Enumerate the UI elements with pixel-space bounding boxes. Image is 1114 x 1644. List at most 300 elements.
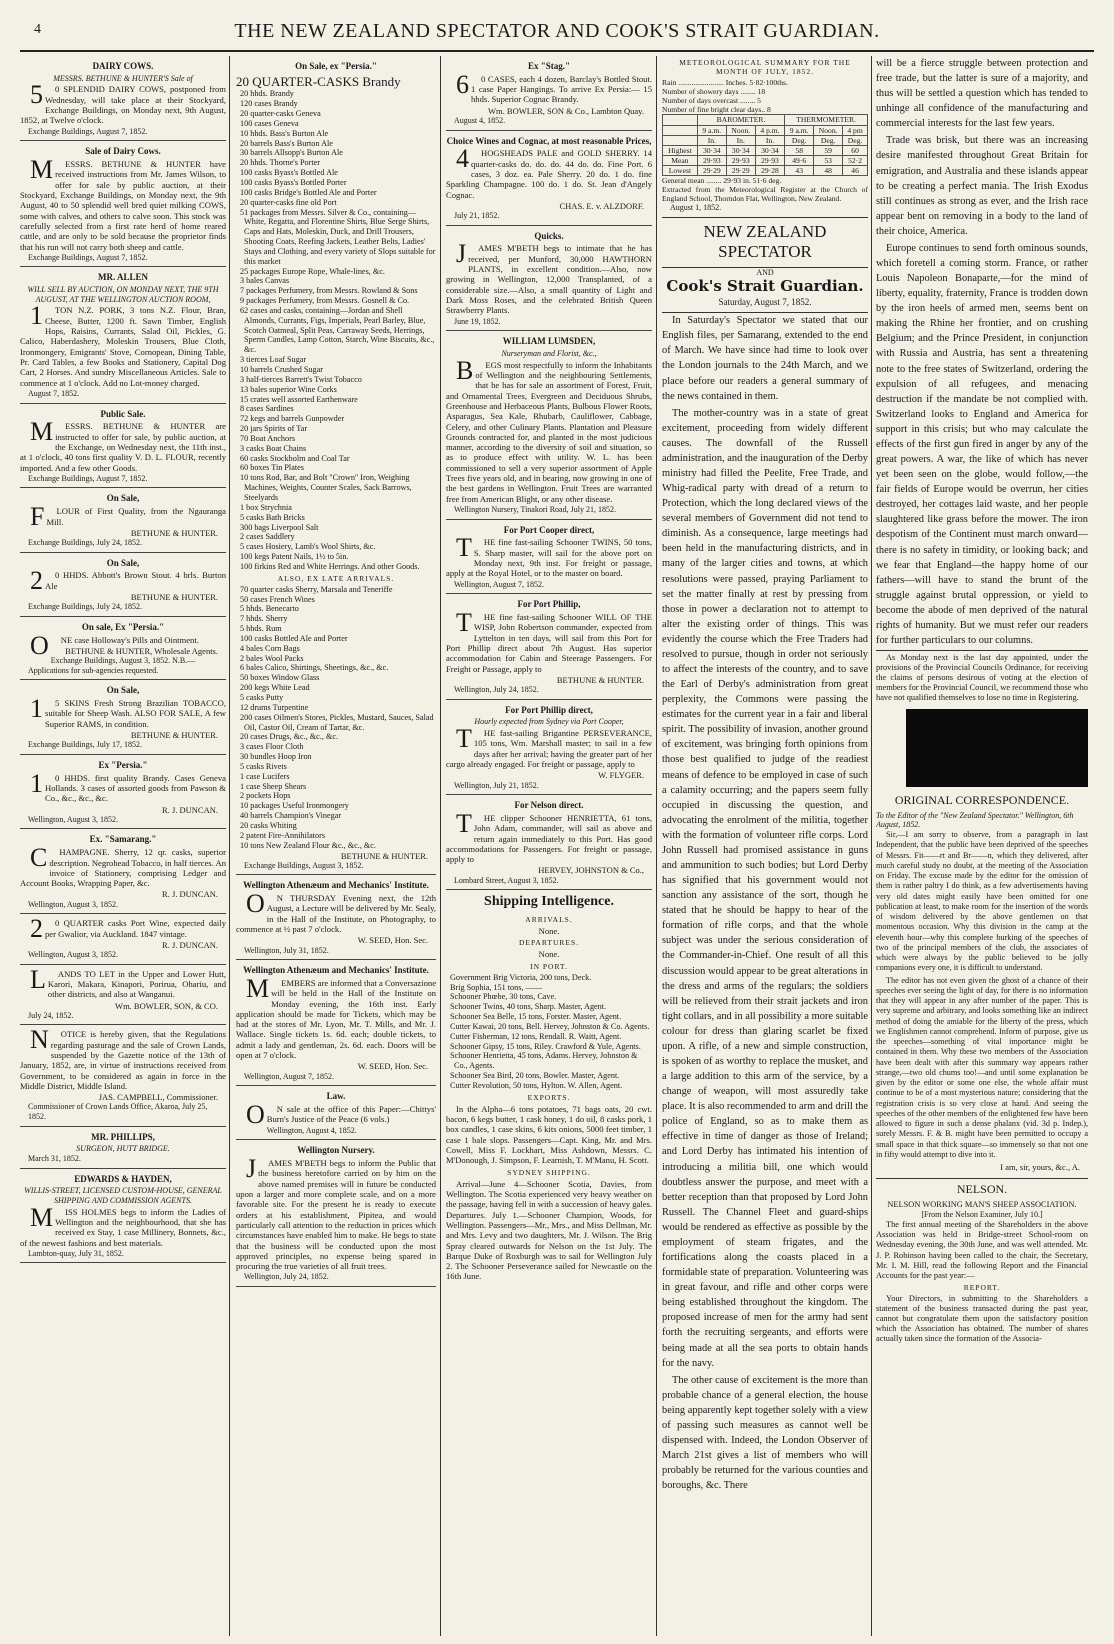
- nelson-source: [From the Nelson Examiner, July 10.]: [921, 1209, 1043, 1219]
- met-cell: [663, 135, 698, 145]
- sydney-shipping-text: Arrival—June 4—Schooner Scotia, Davies, from Wellington. The Scotia experienced very heavy weather on the passage, having fell in with a succession of heavy gales. Departures. July 1.—Schooner Champion, Woods, for Wellington. Passengers—Mr., Mrs., and Miss Dellman, Mr. and Mrs. Levy and two daughters, Mr. J. Wilson. The Brig Spray cleared outwards for Nelson on the 1st July. The Barque Duke of Roxburgh was to sail for Wellington July 2. The Schooner Perseverance sailed for Newcastle on the 16th June.: [446, 1178, 652, 1282]
- met-cell: Lowest: [663, 165, 698, 175]
- cargo-item: 20 hhds. Thorne's Porter: [240, 158, 321, 168]
- met-cell: 29·29: [697, 165, 726, 175]
- ad-signature: CHAS. E. v. ALZDORF.: [559, 200, 644, 211]
- nelson-subheading: NELSON WORKING MAN'S SHEEP ASSOCIATION.: [887, 1199, 1077, 1209]
- cargo-item: 2 cases Saddlery: [240, 532, 295, 542]
- met-general-mean: General mean ........ 29·93 in. 51·6 deg.: [662, 176, 782, 186]
- advertisement: [446, 520, 652, 595]
- met-cell: 60: [843, 145, 868, 155]
- barometer-header: BAROMETER.: [697, 115, 784, 125]
- ad-subheading: WILLIS-STREET, LICENSED CUSTOM-HOUSE, GENERAL SHIPPING AND COMMISSION AGENTS.: [24, 1186, 222, 1205]
- cargo-item: 5 casks Rivets: [240, 761, 287, 771]
- ad-date: Exchange Buildings, August 3, 1852.: [244, 860, 364, 870]
- cargo-item: 5 casks Bath Bricks: [240, 512, 305, 522]
- ad-heading: For Port Phillip direct,: [505, 704, 593, 715]
- ad-date: Wellington, August 3, 1852.: [28, 899, 119, 909]
- advertisement: [20, 404, 226, 489]
- ad-body: MISS HOLMES begs to inform the Ladies of Wellington and the neighbourhood, that she has received ex Stay, 1 case Millinery, Bonnets, &c., of the newest fashions and best materials.: [20, 1202, 226, 1248]
- ad-body: 20 HHDS. Abbott's Brown Stout. 4 brls. Burton Ale: [30, 566, 226, 596]
- column-divider: [229, 56, 230, 1636]
- advertisement: [20, 914, 226, 964]
- column-divider: [656, 56, 657, 1636]
- cargo-item: 15 crates well assorted Earthenware: [240, 394, 358, 404]
- ad-signature: Wm. BOWLER, SON & Co., Lambton Quay.: [488, 105, 644, 116]
- ad-date: Wellington, August 3, 1852.: [28, 950, 119, 960]
- met-row: [663, 145, 868, 155]
- cargo-item: 70 Boat Anchors: [240, 433, 296, 443]
- ad-heading: MR. ALLEN: [97, 272, 148, 283]
- ad-signature: W. SEED, Hon. Sec.: [357, 1061, 428, 1072]
- met-cell: 29·28: [755, 165, 784, 175]
- ad-body: LANDS TO LET in the Upper and Lower Hutt, Karori, Makara, Kinapori, Porirua, Ohariu, and other districts, and also at Wanganui.: [30, 964, 226, 1000]
- vessel-in-port: Cutter Kawai, 20 tons, Bell. Hervey, Johnston & Co. Agents.: [450, 1021, 650, 1031]
- ad-date: July 24, 1852.: [28, 1010, 74, 1020]
- cargo-item: 7 hhds. Sherry: [240, 614, 288, 624]
- paper-nameplate: NEW ZEALAND SPECTATOR: [662, 217, 868, 268]
- cargo-item: 3 cases Floor Cloth: [240, 742, 304, 752]
- ad-signature: W. SEED, Hon. Sec.: [357, 935, 428, 946]
- met-column-header: 9 a.m.: [785, 125, 814, 135]
- ad-heading: Wellington Athenæum and Mechanics' Institute.: [243, 880, 429, 891]
- advertisement: [20, 267, 226, 403]
- ad-date: Exchange Buildings, August 7, 1852.: [28, 473, 148, 483]
- cargo-item: 72 kegs and barrels Gunpowder: [240, 414, 345, 424]
- editorial-paragraph: In Saturday's Spectator we stated that our English files, per Samarang, extended to the end of March. We have since had time to look over the London journals to the 24th March, and we place before our readers a general summary of the news contained in them.: [662, 315, 868, 402]
- advertisement: [446, 331, 652, 519]
- ad-signature: BETHUNE & HUNTER.: [130, 527, 218, 538]
- cargo-item: 200 cases Oilmen's Stores, Pickles, Mustard, Sauces, Salad Oil, Castor Oil, Cream of Tartar, &c.: [240, 712, 434, 732]
- editorial-paragraph: Trade was brisk, but there was an increasing desire manifested throughout Great Britain for emigration, and Australia and these islands appear to be creating a perfect mania. The Irish Exodus still continues as strong as ever, and the Irish race appear bent on removing in a body to the land of their choice, America.: [876, 135, 1088, 237]
- cargo-item: 20 quarter-casks fine old Port: [240, 197, 337, 207]
- cargo-item: 20 barrels Bass's Burton Ale: [240, 138, 333, 148]
- exports-heading: EXPORTS.: [527, 1092, 571, 1102]
- report-heading: REPORT.: [963, 1282, 1001, 1292]
- ad-date: Wellington, July 21, 1852.: [454, 780, 539, 790]
- met-row: [663, 165, 868, 175]
- ad-signature: R. J. DUNCAN.: [162, 889, 218, 900]
- met-cell: 46: [843, 165, 868, 175]
- ad-body: 20 QUARTER casks Port Wine, expected daily per Gwalior, via Auckland. 1847 vintage.: [30, 914, 226, 944]
- met-column-header: 4 pm: [843, 125, 868, 135]
- column-divider: [440, 56, 441, 1636]
- met-cell: 49·6: [785, 155, 814, 165]
- met-cell: Highest: [663, 145, 698, 155]
- masthead-rule: [20, 50, 1094, 52]
- ad-signature: BETHUNE & HUNTER.: [340, 850, 428, 861]
- ad-date: Wellington, July 24, 1852.: [244, 1272, 329, 1282]
- met-cell: 43: [785, 165, 814, 175]
- correspondence-paragraph: The editor has not even given the ghost of a chance of their speeches ever seeing the light of day, for there is no information that they will appear in any after number of the paper. This is very supreme and arbitrary, and looks something like an indirect method of doing the amiable for the liberty of the press, which we Englishmen cannot comprehend. Inform of purpose, give us the speeches—something of vital importance might be contained in them. Why these two members of the Association have been dealt with after this summary way appears rather strange,—two old chums too!—and until some explanation be given by the editor or some one else, the whole affair must continue to be of a most mysterious nature; considering that the registration crisis is so very close at hand. And seeing the speeches of the other members of the enlightened few have been allowed to figure in such a dense phalanx (vid. 3d p. Indep.), surely Messrs. F. & B. might have been permitted to occupy a small space in that thick square—so immensely so that not one in fifty would attempt to dive into it.: [876, 975, 1088, 1159]
- leading-article: [662, 313, 868, 1493]
- cargo-item: 25 packages Europe Rope, Whale-lines, &c.: [240, 266, 385, 276]
- ad-date: Wellington, July 31, 1852.: [244, 945, 329, 955]
- ad-subheading: Hourly expected from Sydney via Port Cooper,: [474, 717, 624, 727]
- cargo-item: 8 cases Sardines: [240, 404, 294, 414]
- cargo-item: 20 casks Whiting: [240, 820, 297, 830]
- cargo-item: 62 cases and casks, containing—Jordan and Shell Almonds, Currants, Figs, Imperials, Pearl Barley, Blue, Scotch Oatmeal, Split Peas, Carraway Seeds, Herrings, Sperm Candles, Lamp Cotton, Starch, Wine Biscuits, &c., &c.: [240, 305, 435, 355]
- cargo-item: 3 bales Canvas: [240, 276, 290, 286]
- meteorological-table: [662, 114, 868, 176]
- cargo-item: 6 bales Calico, Shirtings, Sheetings, &c., &c.: [240, 663, 389, 673]
- advertisement: [446, 795, 652, 890]
- column-3-advertisements: [446, 56, 652, 1636]
- nelson-body: The first annual meeting of the Shareholders in the above Association was held in Bridge-street School-room on Wednesday evening, the 30th June, and was well attended. Mr. J. P. Robinson having been called to the chair, the Secretary, Mr. I. M. Hill, read the following Report and the Financial Accounts for the past year:—: [876, 1220, 1088, 1280]
- correspondence-salutation: To the Editor of the "New Zealand Spectator." Wellington, 6th August, 1852.: [876, 810, 1074, 830]
- cargo-item: 200 kegs White Lead: [240, 683, 310, 693]
- departures-text: None.: [538, 949, 560, 960]
- advertisement: [20, 755, 226, 830]
- ad-heading: Ex "Stag.": [528, 61, 570, 71]
- cargo-item: 20 quarter-casks Geneva: [240, 109, 321, 119]
- met-cell: 29·93: [697, 155, 726, 165]
- column-2-notices: [236, 875, 436, 1287]
- met-row: [663, 135, 868, 145]
- cargo-item: 100 kegs Patent Nails, 1½ to 5in.: [240, 552, 349, 562]
- ad-signature: Wm. BOWLER, SON, & CO.: [115, 1000, 218, 1011]
- met-cell: 58: [785, 145, 814, 155]
- ad-heading: WILLIAM LUMSDEN,: [502, 336, 596, 347]
- met-cell: 30·34: [726, 145, 755, 155]
- met-column-header: 4 p.m.: [755, 125, 784, 135]
- ad-body: NOTICE is hereby given, that the Regulations regarding pasturage and the sale of Crown Lands, suspended by the Gazette notice of the 13th of January, 1852, are, in virtue of instructions received from Government, to be considered as again in force in the Middle District, Middle Island.: [20, 1025, 226, 1091]
- correspondence-paragraph: Sir,—I am sorry to observe, from a paragraph in last Independent, that the public have been deprived of the speeches of Messrs. Fit——rt and Br——n, which they delivered, after much careful study no doubt, at the meeting of the Association on Friday. The excuse made by the editor for the omission of them is rather paltry I do think, as a few advertisements having very old dates might easily have been omitted for one publication at least, to make room for the insertion of the words of wisdom delivered by the above gentlemen on that momentous occasion. Why this division in the camp at the eleventh hour—why this complete burking of the speeches of two of the principal members of the club, the associates of which were always by the public believed to be jolly companions every one, it is difficult to understand.: [876, 830, 1088, 973]
- ad-heading: Law.: [326, 1091, 346, 1102]
- rain-line: Number of showery days ........ 18: [662, 87, 766, 97]
- ad-date: Exchange Buildings, July 24, 1852.: [28, 538, 142, 548]
- late-arrivals-list: [236, 585, 436, 851]
- cargo-item: 9 packages Perfumery, from Messrs. Gosnell & Co.: [240, 296, 410, 306]
- cargo-item: 10 tons Rod, Bar, and Bolt "Crown" Iron, Weighing Machines, Weights, Counter Scales, Sack Barrows, Steelyards: [240, 473, 412, 502]
- cargo-item: 30 bundles Hoop Iron: [240, 752, 312, 762]
- ad-body: 4HOGSHEADS PALE and GOLD SHERRY. 14 quarter-casks do. do. do. 44 do. do. Fine Port. 6 cases, 3 doz. ea. Pale Sherry. 20 do. 1 do. fine Sparkling Champagne. 100 do. 1 do. St. Jean d'Angely Cognac.: [446, 144, 652, 200]
- cargo-item: 20 hhds. Brandy: [240, 89, 294, 99]
- cargo-item: 10 tons New Zealand Flour &c., &c., &c.: [240, 840, 376, 850]
- ad-date: Commissioner of Crown Lands Office, Akaroa, July 25, 1852.: [28, 1102, 208, 1121]
- paper-nameplate-subtitle: Cook's Strait Guardian.: [666, 277, 864, 296]
- correspondence-signature: I am, sir, yours, &c., A.: [1000, 1162, 1080, 1173]
- rain-line: Number of fine bright clear days.. 8: [662, 105, 771, 115]
- ad-heading: Sale of Dairy Cows.: [85, 146, 161, 157]
- cargo-item: 20 cases Drugs, &c., &c., &c.: [240, 732, 338, 742]
- advertisement: [236, 1140, 436, 1287]
- met-column-header: Noon.: [726, 125, 755, 135]
- cargo-item: 4 bales Corn Bags: [240, 643, 300, 653]
- advertisement: [20, 829, 226, 914]
- in-port-list: [446, 973, 652, 1091]
- report-body: Your Directors, in submitting to the Shareholders a statement of the business transacted during the past year, cannot but congratulate them upon the satisfactory position which the Association has obtained. The number of shares actually taken since the formation of the Associa-: [876, 1293, 1088, 1344]
- ad-date: June 19, 1852.: [454, 316, 501, 326]
- cargo-item: 30 barrels Allsopp's Burton Ale: [240, 148, 343, 158]
- cargo-item: 5 casks Putty: [240, 693, 284, 703]
- vessel-in-port: Cutter Revolution, 50 tons, Hylton. W. Allen, Agent.: [450, 1080, 623, 1090]
- met-cell: In.: [726, 135, 755, 145]
- cargo-item: 60 casks Stockholm and Coal Tar: [240, 453, 350, 463]
- advertisement: [446, 700, 652, 795]
- thermometer-header: THERMOMETER.: [785, 115, 868, 125]
- ad-body: MESSRS. BETHUNE & HUNTER are instructed to offer for sale, by public auction, at the Exchange, on Wednesday next, the 11th inst., at 1 o'clock, 40 tons first quality V. D. L. FLOUR, recently imported. And a few other Goods.: [20, 417, 226, 473]
- ad-heading: On Sale,: [106, 557, 140, 568]
- in-port-heading: IN PORT.: [530, 961, 568, 971]
- advertisement: [446, 226, 652, 332]
- ad-date: Exchange Buildings, August 7, 1852.: [28, 126, 148, 136]
- advertisement: [236, 960, 436, 1086]
- ad-lead-line: 20 QUARTER-CASKS Brandy: [236, 73, 401, 89]
- also-heading: ALSO, EX LATE ARRIVALS.: [277, 573, 395, 583]
- cargo-item: 70 quarter casks Sherry, Marsala and Teneriffe: [240, 584, 393, 594]
- advertisement: [20, 965, 226, 1026]
- ad-body: ON THURSDAY Evening next, the 12th August, a Lecture will be delivered by Mr. Sealy, in the Hall of the Institute, on Photography, to commence at ½ past 7 o'clock.: [236, 889, 436, 935]
- met-column-header: [663, 125, 698, 135]
- ad-date: Exchange Buildings, August 3, 1852. N.B.—Applications for sub-agencies requested.: [28, 656, 196, 675]
- advertisement: [20, 617, 226, 680]
- ad-signature: BETHUNE & HUNTER, Wholesale Agents.: [65, 645, 218, 656]
- advertisement: [20, 56, 226, 141]
- cargo-item: 7 packages Perfumery, from Messrs. Rowland & Sons: [240, 286, 418, 296]
- ad-body: THE fast-sailing Brigantine PERSEVERANCE, 105 tons, Wm. Marshall master; to sail in a few days after her arrival; having the greater part of her cargo already engaged. For freight or passage, apply to: [446, 724, 652, 770]
- cargo-item: 1 case Lucifers: [240, 771, 290, 781]
- column-divider: [871, 56, 872, 1636]
- vessel-in-port: Schooner Sea Bird, 20 tons, Bowler. Master, Agent.: [450, 1071, 620, 1081]
- met-cell: In.: [755, 135, 784, 145]
- vessel-in-port: Brig Sophia, 151 tons, ——: [450, 982, 542, 992]
- ad-heading: Wellington Athenæum and Mechanics' Institute.: [243, 965, 429, 976]
- paper-nameplate-and: AND: [756, 267, 774, 277]
- sydney-shipping-heading: SYDNEY SHIPPING.: [507, 1167, 591, 1177]
- ad-date: Wellington, August 4, 1852.: [266, 1125, 357, 1135]
- advertisement: [20, 1169, 226, 1264]
- cargo-item: 300 bags Liverpool Salt: [240, 522, 319, 532]
- cargo-item: 2 bales Wool Packs: [240, 653, 304, 663]
- cargo-item: 120 cases Brandy: [240, 99, 298, 109]
- ad-heading: Quicks.: [534, 230, 564, 241]
- ad-heading: On Sale,: [106, 685, 140, 696]
- nelson-heading: NELSON.: [876, 1178, 1088, 1196]
- ad-date: July 21, 1852.: [454, 211, 500, 221]
- advertisement: [446, 56, 652, 131]
- ad-date: Wellington, July 24, 1852.: [454, 685, 539, 695]
- exports-text: In the Alpha—6 tons potatoes, 71 bags oats, 20 cwt. bacon, 6 kegs butter, 1 cask honey, 1 do oil, 8 casks pork, 1 box candles, 1 case skins, 6 kits onions, 5000 feet timber, 1 case 1 bale slops. Passengers—Capt. King, Mr. and Mrs. Cowell, Miss F. Lockhart, Miss Ashdown, Messrs. C. M'Donough, J. Simpson, F. Learnish, T. M'Manu, H. Scott.: [446, 1103, 652, 1166]
- ad-heading: DAIRY COWS.: [92, 61, 154, 71]
- page-number: 4: [34, 22, 41, 37]
- cargo-item: 2 pockets Hops: [240, 791, 291, 801]
- ad-signature: JAS. CAMPBELL, Commissioner.: [98, 1092, 218, 1103]
- met-cell: Deg.: [785, 135, 814, 145]
- vessel-in-port: Schooner Gipsy, 15 tons, Riley. Crawford & Yule, Agents.: [450, 1041, 641, 1051]
- cargo-item: 5 cases Hosiery, Lamb's Wool Shirts, &c.: [240, 542, 376, 552]
- editorial-paragraph: The mother-country was in a state of great excitement, proceeding from widely different causes. The downfall of the Russell administration, and the inauguration of the Derby ministry had filled the Peelite, Free Trade, and Whig-radical party with dread of a return to Protection, which the long declared views of the several members of Government did not tend to diminish. As a consequence, large meetings had been held in the manufacturing districts, and in many of the larger cities and towns, at which resolutions were passed, praying Parliament to set the matter finally at rest by pressing from those in power a declaration not to attempt to alter the existing order of things. This was evidently the course which the Free Traders had resolved to pursue, though in order not seriously to affect the interests of the country, and to save the Earl of Derby's administration from great perplexity, the Commons were passing the estimates for the current year in a fair and liberal spirit. The possibility of invasion, another ground of excitement, was bringing forth opinions from those best qualified to judge of the readiest means of defence to be employed in case of such a calamity occurring; and the papers seem fully occupied in discussing the question, and advocating the enrolment of the militia, together with the formation of volunteer rifle corps. Lord John Russell had promised assistance in guns and ammunition to such bodies; but Lord Derby has signified that his government would not sanction any assistance of the sort, though he stated that he should be happy to hear of the formation of rifle corps, and that the whole subject was under the serious consideration of the Commander-in-Chief. One result of all this discussion would appear to be great alterations in the dress and arms of the regulars; the soldiers will be relieved from their strait jackets and iron tight collars, and in all possibility a more suitable colour for dress than glaring scarlet be fixed upon. A rifle, of a new and simple construction, is spoken of as worthy to replace the musket, and a large addition to this arm of the service, by a change of weapon, will most assuredly take place. It is also recommended to arm and drill the police of England, so as to make them as effective in time of danger as those of Ireland; and Lord Derby has intimated his intention of introducing a militia bill, one which would doubtless answer the purpose, and meet with a better reception than that proposed by Lord John Russell. The Channel Fleet and guard-ships would be rendered as effective as possible by the employment of steam frigates, and the fortifications along the coasts placed in a formidable state of preparation. Volunteering was in great favour, and rifle and other corps were being established throughout the kingdom. The proposed increase of men for the army had sent forth the recruiting sergeants, and efforts were being made at all the sea ports to obtain hands for the navy.: [662, 407, 868, 1369]
- met-cell: 48: [814, 165, 843, 175]
- ad-heading: Ex "Persia.": [98, 759, 148, 770]
- ad-date: Lombard Street, August 3, 1852.: [454, 875, 559, 885]
- cargo-item: 100 casks Bottled Ale and Porter: [240, 633, 348, 643]
- ad-date: Wellington, August 7, 1852.: [454, 579, 545, 589]
- ad-heading: For Port Phillip,: [517, 599, 581, 610]
- cargo-item: 40 barrels Champion's Vinegar: [240, 811, 342, 821]
- vessel-in-port: Schooner Phœbe, 30 tons, Cave.: [450, 992, 557, 1002]
- ad-heading: For Port Cooper direct,: [503, 524, 595, 535]
- met-note: Extracted from the Meteorological Register at the Church of England School, Thorndon Flat, Wellington, New Zealand.: [662, 185, 868, 204]
- vessel-in-port: Schooner Henrietta, 45 tons, Adams. Hervey, Johnston & Co., Agents.: [450, 1051, 638, 1071]
- ad-subheading: SURGEON, HUTT BRIDGE.: [76, 1144, 170, 1154]
- advertisement: [20, 1127, 226, 1169]
- cargo-item: 1 case Sheep Shears: [240, 781, 307, 791]
- ad-body: MESSRS. BETHUNE & HUNTER have received instructions from Mr. James Wilson, to offer for sale by public auction, at their Stockyard, Exchange Buildings, on Monday next, the 9th August, 40 to 50 splendid well bred quiet milking COWS, some with calves, and others to calve soon. This stock was carefully selected from a first rate herd of home reared cattle, and are only to be sold because the proprietor finds that his run will not carry both sheep and cattle.: [20, 155, 226, 252]
- editorial-paragraph: will be a fierce struggle between protection and free trade, but the latter is sure of a majority, and thus will be settled a question which has tended to unhinge all confidence of the manufacturing and commercial interests for the last few years.: [876, 58, 1088, 130]
- ad-date: Exchange Buildings, August 7, 1852.: [28, 252, 148, 262]
- ad-date: Exchange Buildings, July 24, 1852.: [28, 602, 142, 612]
- cargo-item: 1 box Strychnia: [240, 502, 292, 512]
- cargo-item: 5 hhds. Rum: [240, 624, 282, 634]
- persia-cargo-ad: [236, 56, 436, 875]
- ad-subheading: MESSRS. BETHUNE & HUNTER'S Sale of: [53, 73, 193, 83]
- met-cell: 29·29: [726, 165, 755, 175]
- departures-heading: DEPARTURES.: [518, 938, 580, 948]
- redacted-block: [906, 709, 1088, 787]
- registration-notice: As Monday next is the last day appointed, under the provisions of the Provincial Councils Ordinance, for receiving the claims of persons desirous of voting at the election of members for the Provincial Council, we recommend those who have not qualified themselves to lose no time in Registering.: [876, 650, 1088, 703]
- ad-body: ONE case Holloway's Pills and Ointment.: [30, 630, 199, 660]
- ad-heading: On Sale,: [106, 493, 140, 504]
- cargo-item: 100 casks Byass's Bottled Porter: [240, 177, 347, 187]
- ad-body: BEGS most respectfully to inform the Inhabitants of Wellington and the neighbouring Settlements, that he has for sale an assortment of Forest, Fruit, and Ornamental Trees, Evergreen and Deciduous Shrubs, Greenhouse and Herbaceous Plants, Bulbous Flower Roots, Asparagus, Sea Kale, Rhubarb, Cauliflower, Cabbage, Celery, and other Culinary Plants. Plantation and Pleasure Grounds contracted for, and planted in the most judicious manner, according to the diversity of soil and situation, so as to produce effect with utility. W. L. has been commissioned to sell a very superior assortment of Apple Trees five years old, and in bearing, now growing in one of the best gardens in Wellington. Fruit Trees are warranted free from American Blight, or any other disease.: [446, 355, 652, 504]
- ad-body: 10 HHDS. first quality Brandy. Cases Geneva Hollands. 3 cases of assorted goods from Pawson & Co., &c., &c., &c.: [30, 768, 226, 804]
- cargo-item: 13 bales superior Wine Corks: [240, 384, 337, 394]
- cargo-item: 50 cases French Wines: [240, 594, 315, 604]
- cargo-item: 100 casks Bridge's Bottled Ale and Porter: [240, 187, 377, 197]
- met-cell: 30·34: [697, 145, 726, 155]
- vessel-in-port: Schooner Twins, 40 tons, Sharp. Master, Agent.: [450, 1002, 607, 1012]
- ad-signature: BETHUNE & HUNTER.: [556, 674, 644, 685]
- ad-body: FLOUR of First Quality, from the Ngauranga Mill.: [30, 502, 226, 532]
- leading-article-continued: [876, 56, 1088, 648]
- ad-heading: EDWARDS & HAYDEN,: [74, 1173, 172, 1184]
- met-cell: 59: [814, 145, 843, 155]
- met-empty-header: [663, 115, 698, 125]
- met-cell: 30·34: [755, 145, 784, 155]
- ad-date: Wellington Nursery, Tinakori Road, July 21, 1852.: [454, 505, 616, 514]
- rain-summary: [662, 78, 868, 114]
- met-cell: Deg.: [843, 135, 868, 145]
- cargo-list: [236, 89, 436, 571]
- column-4-editorial: [662, 56, 868, 1636]
- ad-signature: BETHUNE & HUNTER.: [130, 592, 218, 603]
- met-cell: 29·93: [755, 155, 784, 165]
- met-cell: In.: [697, 135, 726, 145]
- cargo-item: 3 tierces Loaf Sugar: [240, 355, 307, 365]
- ad-body: 15 SKINS Fresh Strong Brazilian TOBACCO, suitable for Sheep Wash. ALSO FOR SALE, A few Superior RAMS, in condition.: [30, 694, 226, 729]
- column-3-ads: [446, 56, 652, 890]
- ad-body: ON sale at the office of this Paper:—Chittys' Burn's Justice of the Peace (6 vols.): [246, 1100, 436, 1129]
- vessel-in-port: Schooner Sea Belle, 15 tons, Forster. Master, Agent.: [450, 1012, 622, 1022]
- cargo-item: 12 drums Turpentine: [240, 702, 309, 712]
- ad-heading: On Sale, ex "Persia.": [295, 61, 377, 71]
- column-5-editorial: [876, 56, 1088, 1636]
- met-cell: 52·2: [843, 155, 868, 165]
- masthead: [0, 0, 1114, 50]
- advertisement: [20, 488, 226, 552]
- advertisement: [20, 141, 226, 267]
- ad-subheading: Nurseryman and Florist, &c.,: [501, 349, 597, 359]
- arrivals-text: None.: [538, 926, 560, 937]
- vessel-in-port: Cutter Fisherman, 12 tons, Rendall. R. Waitt, Agent.: [450, 1031, 622, 1041]
- ad-date: Wellington, August 3, 1852.: [28, 814, 119, 824]
- cargo-item: 2 patent Fire-Annihilators: [240, 830, 326, 840]
- met-cell: Mean: [663, 155, 698, 165]
- met-column-header: Noon.: [814, 125, 843, 135]
- met-column-header: 9 a.m.: [697, 125, 726, 135]
- ad-body: CHAMPAGNE. Sherry, 12 qr. casks, superior description. Negrohead Tobacco, in half tierces. An invoice of Stationery, comprising Ledger and Account Books, Wrapping Paper, &c.: [20, 843, 226, 889]
- rain-line: Number of days overcast ........ 5: [662, 96, 761, 106]
- cargo-item: 100 firkins Red and White Herrings. And other Goods.: [240, 561, 420, 571]
- ad-date: March 31, 1852.: [28, 1153, 81, 1163]
- cargo-item: 20 jars Spirits of Tar: [240, 424, 308, 434]
- met-table-body: [663, 135, 868, 175]
- advertisement: [236, 875, 436, 960]
- correspondence-heading: ORIGINAL CORRESPONDENCE.: [894, 793, 1070, 808]
- ad-heading: Choice Wines and Cognac, at most reasonable Prices,: [446, 135, 652, 146]
- advertisement: [236, 1086, 436, 1140]
- column-1-advertisements: [20, 56, 226, 1636]
- correspondence-letter: [876, 830, 1088, 1160]
- advertisement: [446, 594, 652, 699]
- cargo-item: 100 casks Byass's Bottled Ale: [240, 168, 338, 178]
- shipping-intelligence-heading: Shipping Intelligence.: [484, 894, 614, 910]
- cargo-item: 3 casks Boat Chains: [240, 443, 307, 453]
- cargo-item: 60 boxes Tin Plates: [240, 463, 304, 473]
- ad-body: THE fine fast-sailing Schooner WILL OF THE WISP, John Robertson commander, expected from Lyttelton in ten days, will sail from this Port for Port Phillip direct about 7th August. Has superior accommodation for Cabin and Steerage Passengers. For Freight or Passage, apply to: [446, 608, 652, 674]
- ad-subheading: WILL SELL BY AUCTION, ON MONDAY NEXT, THE 9TH AUGUST, AT THE WELLINGTON AUCTION ROOM,: [27, 285, 219, 304]
- ad-heading: Public Sale.: [100, 408, 146, 419]
- ad-date: August 7, 1852.: [28, 388, 80, 398]
- ad-date: Lambton-quay, July 31, 1852.: [28, 1248, 124, 1258]
- editorial-paragraph: The other cause of excitement is the more than probable chance of a general election, the house being apparently kept together solely with a view of passing such measures as cannot well be dispensed with. Indeed, the London Observer of March 21st gives a list of members who will probably be returned for the various counties and boroughs, &c. There: [662, 1374, 868, 1492]
- vessel-in-port: Government Brig Victoria, 200 tons, Deck.: [450, 972, 592, 982]
- ad-signature: W. FLYGER.: [598, 770, 644, 781]
- rain-line: Rain ........................ Inches. 5·82·100ths.: [662, 78, 788, 87]
- newspaper-title: THE NEW ZEALAND SPECTATOR AND COOK'S STRAIT GUARDIAN.: [234, 20, 880, 42]
- ad-signature: HERVEY, JOHNSTON & Co.,: [538, 865, 644, 876]
- ad-body: THE clipper Schooner HENRIETTA, 61 tons, John Adam, commander, will sail as above and return again immediately to this Port. Has good accommodations for Passengers. For freight or passage, apply to: [446, 808, 652, 865]
- issue-date: Saturday, August 7, 1852.: [662, 295, 868, 313]
- ad-date: Wellington, August 7, 1852.: [244, 1071, 335, 1081]
- ad-heading: On sale, Ex "Persia.": [81, 621, 165, 632]
- met-date: August 1, 1852.: [670, 203, 722, 213]
- cargo-item: 3 half-tierces Barrett's Twist Tobacco: [240, 374, 362, 384]
- ad-signature: R. J. DUNCAN.: [162, 804, 218, 815]
- ad-signature: BETHUNE & HUNTER.: [130, 730, 218, 741]
- met-row: [663, 155, 868, 165]
- advertisement: [20, 680, 226, 755]
- cargo-item: 10 hhds. Bass's Burton Ale: [240, 128, 329, 138]
- ad-date: Exchange Buildings, July 17, 1852.: [28, 740, 142, 750]
- ad-body: 60 CASES, each 4 dozen, Barclay's Bottled Stout. 1 case Paper Hangings. To arrive Ex Persia:— 15 hhds. Superior Cognac Brandy.: [456, 69, 652, 105]
- ad-heading: MR. PHILLIPS,: [91, 1131, 155, 1142]
- cargo-item: 100 cases Geneva: [240, 118, 299, 128]
- ad-heading: Wellington Nursery.: [297, 1145, 375, 1156]
- column-2-advertisements: [236, 56, 436, 1636]
- ad-heading: For Nelson direct.: [514, 800, 584, 811]
- ad-body: 50 SPLENDID DAIRY COWS, postponed from Wednesday, will take place at their Stockyard, Exchange Buildings, on Monday next, 9th August, 1852, at Twelve o'clock.: [20, 80, 226, 126]
- editorial-paragraph: Europe continues to send forth ominous sounds, which foretell a coming storm. France, or rather Louis Napoleon Bonaparte,—for the mind of liberty, equality, fraternity, France is trodden down by the iron heels of armed men, seems bent on making the Rhine her frontier, and on crushing Belgium; and the Prince President, in conjunction with Russia and Austria, has sent a threatening note to the free states of Switzerland, ordering the expulsion of all refugees, and menacing destruction if the mandate be not complied with. Switzerland looks to England and America for support in this crisis; but who may calculate the effects of the first gun fired in anger by any of the great powers. A war, the like of which has never yet been seen on the globe, would follow,—the fair fields of Europe would be overrun, her cities destroyed, her cottages laid waste, and her people slaughtered like grass before the mower. The iron despotism of the Continent must march onward—there is no safety in timidity, or looking back; and we fear that England—the happy home of our fathers—will have to stand the brunt of the struggle against brutal oppression, or yield to become the abode of men deprived of the natural rights of humanity. But we must refer our readers for further particulars to our columns.: [876, 242, 1088, 646]
- advertisement: [20, 1025, 226, 1126]
- cargo-item: 5 hhds. Benecarto: [240, 604, 299, 614]
- ad-body: THE fine fast-sailing Schooner TWINS, 50 tons, S. Sharp master, will sail for the above port on Monday next, 9th inst. For freight or passage, apply at the Royal Hotel, or to the master on board.: [446, 533, 652, 579]
- cargo-item: 10 barrels Crushed Sugar: [240, 365, 323, 375]
- ad-heading: Ex. "Samarang.": [89, 834, 157, 845]
- cargo-item: 50 boxes Window Glass: [240, 673, 320, 683]
- met-cell: 29·93: [726, 155, 755, 165]
